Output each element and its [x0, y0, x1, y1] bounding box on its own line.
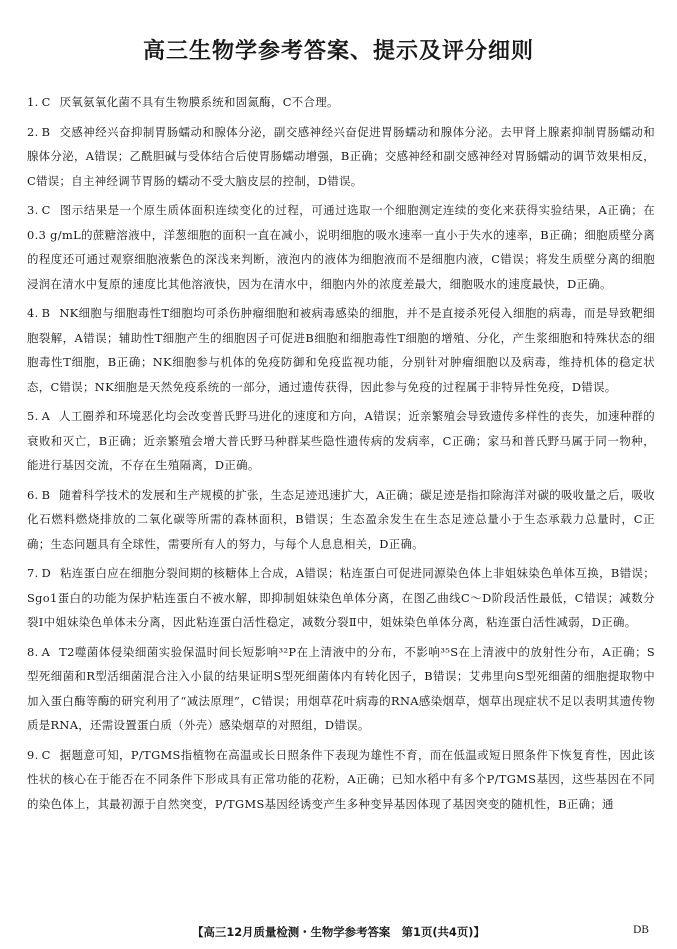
answer-number: 7.	[27, 566, 39, 580]
answer-key: B	[41, 306, 51, 320]
answer-item-4	[27, 301, 655, 399]
answer-number: 8.	[27, 644, 39, 659]
answer-explanation: 据题意可知，P/TGMS指植物在高温或长日照条件下表现为雄性不育，而在低温或短日照条件下恢复育性，因此该性状的核心在于能否在不同条件下形成具有正常功能的花粉，A正确；已知水稻中有多个P/TGMS基因，这些基因在不同的染色体上，其最初源于自然突变，P/TGMS基因经诱变产生多种变异基因体现了基因突变的随机性，B正确；通	[27, 747, 655, 811]
answer-number: 9.	[27, 747, 39, 762]
answer-item-8	[27, 640, 655, 738]
answer-number: 5.	[27, 409, 39, 423]
answer-key: B	[41, 487, 51, 502]
answer-item-7	[27, 561, 655, 635]
answer-key: C	[41, 203, 51, 217]
answer-number: 6.	[27, 487, 39, 502]
answer-list	[27, 90, 655, 821]
answer-explanation: NK细胞与细胞毒性T细胞均可杀伤肿瘤细胞和被病毒感染的细胞，并不是直接杀死侵入细胞的病毒，而是导致靶细胞裂解，A错误；辅助性T细胞产生的细胞因子可促进B细胞和细胞毒性T细胞的增殖、分化，产生浆细胞和特殊状态的细胞毒性T细胞，B正确；NK细胞参与机体的免疫防御和免疫监视功能，分别针对肿瘤细胞以及病毒，维持机体的稳定状态，C错误；NK细胞是天然免疫系统的一部分，通过遗传获得，因此参与免疫的过程属于非特异性免疫，D错误。	[27, 306, 655, 394]
answer-item-6	[27, 483, 655, 557]
page-title: 高三生物学参考答案、提示及评分细则	[142, 39, 534, 64]
page-footer: 【高三12月质量检测・生物学参考答案 第1页(共4页)】	[192, 925, 485, 939]
answer-item-2	[27, 120, 655, 194]
answer-explanation: 人工圈养和环境恶化均会改变普氏野马进化的速度和方向，A错误；近亲繁殖会导致遗传多样性的丧失，加速种群的衰败和灭亡，B正确；近亲繁殖会增大普氏野马种群某些隐性遗传病的发病率，C正确；家马和普氏野马属于同一物种，能进行基因交流，不存在生殖隔离，D正确。	[27, 409, 655, 472]
answer-explanation: T2噬菌体侵染细菌实验保温时间长短影响³²P在上清液中的分布，不影响³⁵S在上清液中的放射性分布，A正确；S型死细菌和R型活细菌混合注入小鼠的结果证明S型死细菌体内有转化因子，B错误；艾弗里向S型死细菌的细胞提取物中加入蛋白酶等酶的研究利用了“减法原理”，C错误；用烟草花叶病毒的RNA感染烟草，烟草出现症状不足以表明其遗传物质是RNA，还需设置蛋白质（外壳）感染烟草的对照组，D错误。	[27, 644, 655, 732]
exam-code: DB	[633, 924, 649, 936]
answer-key: A	[41, 409, 51, 423]
answer-explanation: 粘连蛋白应在细胞分裂间期的核糖体上合成，A错误；粘连蛋白可促进同源染色体上非姐妹染色单体互换，B错误；Sgo1蛋白的功能为保护粘连蛋白不被水解，即抑制姐妹染色单体分离，在图乙曲线C～D阶段活性最低，C错误；减数分裂Ⅰ中姐妹染色单体未分离，因此粘连蛋白活性稳定，减数分裂Ⅱ中，姐妹染色单体分离，粘连蛋白活性减弱，D正确。	[27, 566, 655, 629]
answer-key: C	[41, 95, 51, 109]
answer-item-1	[27, 90, 655, 115]
answer-number: 2.	[27, 124, 39, 139]
answer-key: A	[41, 644, 51, 659]
answer-key: D	[41, 566, 52, 580]
answer-key: B	[41, 124, 51, 139]
answer-explanation: 交感神经兴奋抑制胃肠蠕动和腺体分泌，副交感神经兴奋促进胃肠蠕动和腺体分泌。去甲肾上腺素抑制胃肠蠕动和腺体分泌，A错误；乙酰胆碱与受体结合后使胃肠蠕动增强，B正确；交感神经和副交感神经对胃肠蠕动的调节效果相反，C错误；自主神经调节胃肠的蠕动不受大脑皮层的控制，D错误。	[27, 124, 655, 188]
answer-key: C	[41, 747, 51, 762]
answer-item-3	[27, 198, 655, 296]
answer-item-5	[27, 404, 655, 478]
answer-number: 1.	[27, 95, 39, 109]
answer-item-9	[27, 743, 655, 817]
answer-explanation: 图示结果是一个原生质体面积连续变化的过程，可通过选取一个细胞测定连续的变化来获得实验结果，A正确；在0.3 g/mL的蔗糖溶液中，洋葱细胞的面积一直在减小，说明细胞的吸水速率一直小于失水的速率，B正确；细胞质壁分离的程度还可通过观察细胞液紫色的深浅来判断，液泡内的液体为细胞液而不是细胞内液，C错误；将发生质壁分离的细胞浸润在清水中复原的速度比其他溶液快，因为在清水中，细胞内外的浓度差最大，细胞吸水的速度最快，D正确。	[27, 203, 655, 291]
answer-number: 3.	[27, 203, 39, 217]
answer-explanation: 厌氧氨氧化菌不具有生物膜系统和固氮酶，C不合理。	[59, 95, 339, 109]
answer-explanation: 随着科学技术的发展和生产规模的扩张，生态足迹迅速扩大，A正确；碳足迹是指扣除海洋对碳的吸收量之后，吸收化石燃料燃烧排放的二氧化碳等所需的森林面积，B错误；生态盈余发生在生态足迹总量小于生态承载力总量时，C正确；生态问题具有全球性，需要所有人的努力，与每个人息息相关，D正确。	[27, 487, 655, 551]
answer-number: 4.	[27, 306, 39, 320]
